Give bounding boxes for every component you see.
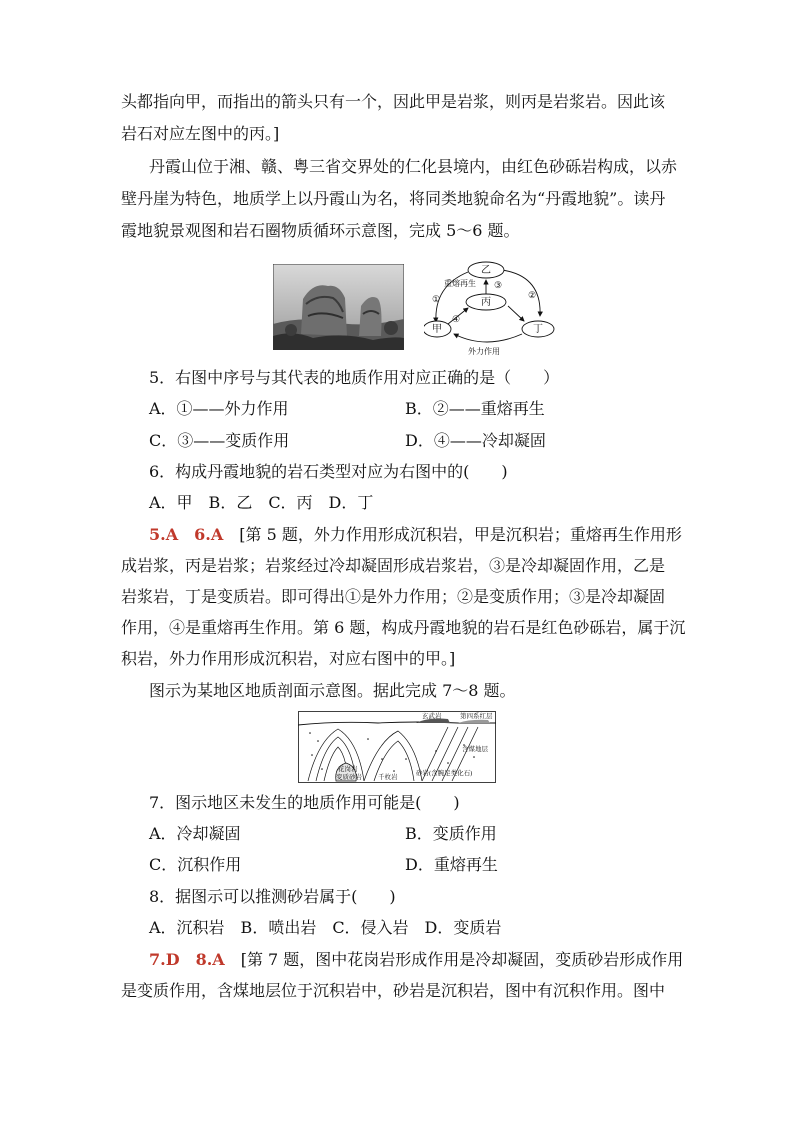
label-phyllite: 千枚岩 bbox=[378, 774, 398, 781]
node-yi: 乙 bbox=[481, 265, 491, 276]
label-quaternary: 第四系红层 bbox=[460, 713, 493, 720]
marker-2: ② bbox=[528, 290, 537, 300]
label-external: 外力作用 bbox=[468, 347, 500, 356]
danxia-photo bbox=[273, 264, 404, 350]
label-meta-sandstone: 变质砂岩 bbox=[336, 774, 362, 781]
answer-key: 7.D 8.A bbox=[149, 950, 225, 969]
passage-line: 头都指向甲，而指出的箭头只有一个，因此甲是岩浆，则丙是岩浆岩。因此该 bbox=[121, 92, 666, 111]
question-5-option-c: C．③——变质作用 bbox=[149, 431, 290, 450]
node-jia: 甲 bbox=[432, 324, 442, 335]
answer-text: [第 7 题，图中花岗岩形成作用是冷却凝固，变质砂岩形成作用 bbox=[224, 950, 684, 969]
question-7-option-c: C．沉积作用 bbox=[149, 855, 242, 874]
intro-line: 壁丹崖为特色，地质学上以丹霞山为名，将同类地貌命名为“丹霞地貌”。读丹 bbox=[121, 189, 666, 208]
answer-line: 岩浆岩，丁是变质岩。即可得出①是外力作用；②是变质作用；③是冷却凝固 bbox=[121, 587, 666, 606]
answer-line: 成岩浆，丙是岩浆；岩浆经过冷却凝固形成岩浆岩，③是冷却凝固作用，乙是 bbox=[121, 556, 666, 575]
question-7-option-d: D．重熔再生 bbox=[405, 855, 498, 874]
answer-7-8-line bbox=[149, 950, 683, 970]
label-coal: 含煤地层 bbox=[462, 746, 488, 753]
intro-2-line: 图示为某地区地质剖面示意图。据此完成 7～8 题。 bbox=[149, 681, 516, 700]
intro-line: 霞地貌景观图和岩石圈物质循环示意图，完成 5～6 题。 bbox=[121, 221, 520, 240]
geologic-section-diagram bbox=[298, 711, 496, 783]
rock-cycle-diagram bbox=[424, 258, 566, 358]
question-7-option-b: B．变质作用 bbox=[405, 824, 497, 843]
marker-3: ③ bbox=[494, 280, 503, 290]
label-basalt: 玄武岩 bbox=[422, 713, 442, 720]
question-5-stem: 5．右图中序号与其代表的地质作用对应正确的是（ ） bbox=[149, 368, 560, 387]
intro-line: 丹霞山位于湘、赣、粤三省交界处的仁化县境内，由红色砂砾岩构成，以赤 bbox=[149, 157, 678, 176]
answer-line: 作用，④是重熔再生作用。第 6 题，构成丹霞地貌的岩石是红色砂砾岩，属于沉 bbox=[121, 618, 686, 637]
marker-1: ① bbox=[432, 294, 441, 304]
answer-line: 积岩，外力作用形成沉积岩，对应右图中的甲。] bbox=[121, 649, 456, 668]
label-remelt: 重熔再生 bbox=[444, 279, 476, 288]
node-bing: 丙 bbox=[481, 297, 491, 308]
marker-4: ④ bbox=[452, 314, 461, 324]
question-5-option-b: B．②——重熔再生 bbox=[405, 399, 545, 418]
node-ding: 丁 bbox=[533, 324, 543, 335]
question-5-option-a: A．①——外力作用 bbox=[149, 399, 289, 418]
question-7-stem: 7．图示地区未发生的地质作用可能是( ) bbox=[149, 793, 460, 812]
question-8-stem: 8．据图示可以推测砂岩属于( ) bbox=[149, 887, 396, 906]
answer-key: 5.A 6.A bbox=[149, 525, 224, 544]
question-6-options: A．甲 B．乙 C．丙 D．丁 bbox=[149, 493, 374, 512]
label-granite: 花岗岩 bbox=[338, 766, 358, 773]
question-7-option-a: A．冷却凝固 bbox=[149, 824, 241, 843]
question-5-option-d: D．④——冷却凝固 bbox=[405, 431, 546, 450]
label-sandstone: 砂岩(含腕足类化石) bbox=[416, 770, 473, 777]
question-8-options: A．沉积岩 B．喷出岩 C．侵入岩 D．变质岩 bbox=[149, 918, 502, 937]
answer-text: [第 5 题，外力作用形成沉积岩，甲是沉积岩；重熔再生作用形 bbox=[223, 525, 682, 544]
answer-5-6-line bbox=[149, 525, 682, 545]
answer-line: 是变质作用，含煤地层位于沉积岩中，砂岩是沉积岩，图中有沉积作用。图中 bbox=[121, 981, 666, 1000]
question-6-stem: 6．构成丹霞地貌的岩石类型对应为右图中的( ) bbox=[149, 462, 508, 481]
passage-line: 岩石对应左图中的丙。] bbox=[121, 124, 280, 143]
